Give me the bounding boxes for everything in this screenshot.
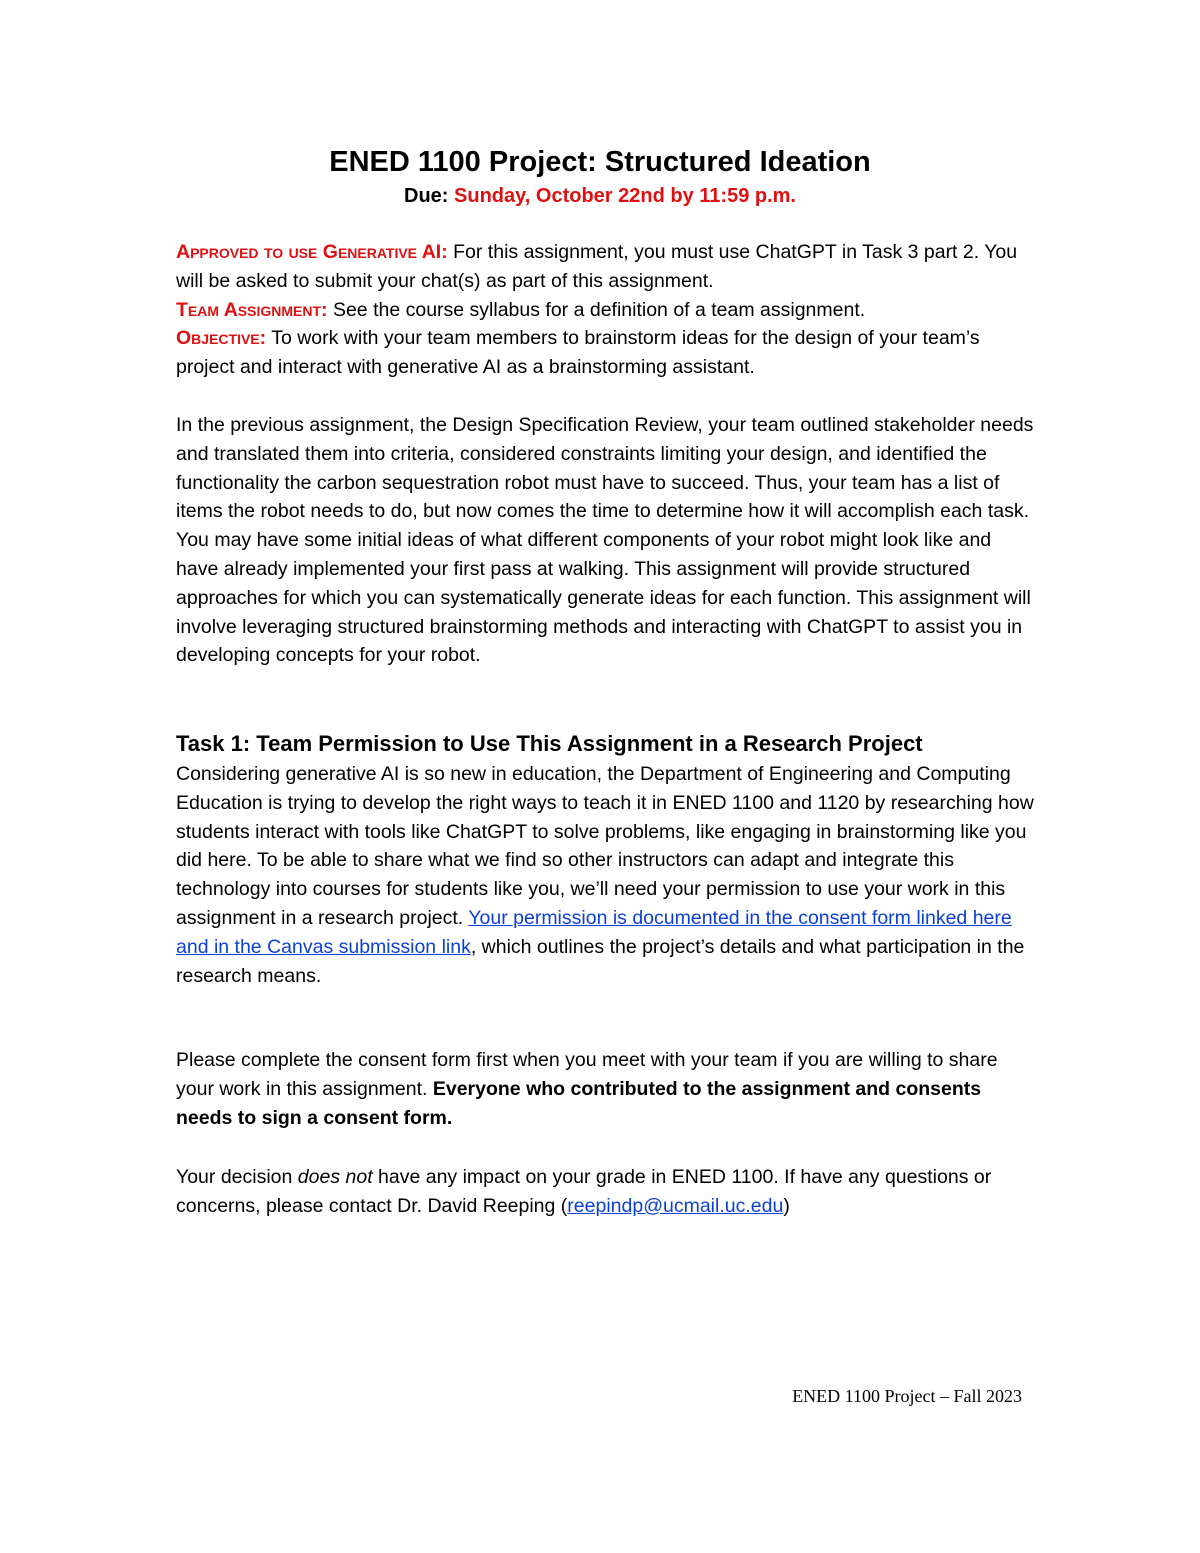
task1-p3-close: ) [783, 1194, 790, 1217]
task1-body [176, 760, 1036, 990]
page-title: ENED 1100 Project: Structured Ideation [329, 146, 871, 178]
overview-section [176, 411, 1036, 670]
due-value: Sunday, October 22nd by 11:59 p.m. [454, 185, 796, 207]
consent-form-link[interactable]: Your permission is documented in the consent form linked here and in the Canvas submission link [176, 906, 1012, 958]
objective [176, 324, 1036, 382]
ai-policy [176, 238, 1036, 296]
task1-paragraph-3 [176, 1163, 1036, 1221]
task1-p2-bold: Everyone who contributed to the assignment and consents needs to sign a consent form. [176, 1077, 982, 1129]
ai-policy-text: For this assignment, you must use ChatGPT in Task 3 part 2. You will be asked to submit your chat(s) as part of this assignment. [176, 241, 1018, 292]
task1-p3-before: Your decision [176, 1166, 293, 1188]
task1-consent-section [176, 1046, 1036, 1132]
task1-p1-text: Considering generative AI is so new in education, the Department of Engineering and Computing Education is trying to develop the right ways to teach it in ENED 1100 and 1120 by researching how students interact with tools like ChatGPT to solve problems, like engaging in brainstorming like you did here. To be able to share what we find so other instructors can adapt and integrate this technology into courses for students like you, we’ll need your permission to use your work in this assignment in a research project. [176, 763, 1034, 929]
team-assignment [176, 296, 1036, 325]
task1-p3-italic: does not [297, 1166, 373, 1188]
assignment-intro [176, 238, 1036, 382]
contact-email-link[interactable]: reepindp@ucmail.uc.edu [567, 1194, 784, 1217]
task1-paragraph-2 [176, 1046, 1036, 1132]
ai-policy-label: Approved to use Generative AI: [176, 241, 448, 263]
task1-p3-after: have any impact on your grade in ENED 1100. If have any questions or concerns, please contact Dr. David Reeping ( [176, 1166, 992, 1217]
task1-paragraph-1 [176, 760, 1036, 990]
team-assignment-label: Team Assignment: [176, 298, 328, 321]
task1-p2-text: Please complete the consent form first when you meet with your team if you are willing to share your work in this assignment. [176, 1049, 998, 1100]
objective-label: Objective: [176, 327, 267, 350]
objective-text: To work with your team members to brainstorm ideas for the design of your team’s project and interact with generative AI as a brainstorming assistant. [176, 327, 980, 379]
page-footer: ENED 1100 Project – Fall 2023 [792, 1386, 1022, 1406]
task1-p1-after: , which outlines the project’s details and what participation in the research means. [176, 935, 1025, 987]
team-assignment-text: See the course syllabus for a definition of a team assignment. [332, 298, 866, 321]
task1-heading: Task 1: Team Permission to Use This Assignment in a Research Project [176, 731, 923, 756]
due-label: Due: [404, 185, 449, 207]
overview-paragraph: In the previous assignment, the Design Specification Review, your team outlined stakeholder needs and translated them into criteria, considered constraints limiting your design, and identified the functionality the carbon sequestration robot must have to succeed. Thus, your team has a list of items the robot needs to do, but now comes the time to determine how it will accomplish each task. You may have some initial ideas of what different components of your robot might look like and have already implemented your first pass at walking. This assignment will provide structured approaches for which you can systematically generate ideas for each function. This assignment will involve leveraging structured brainstorming methods and interacting with ChatGPT to assist you in developing concepts for your robot. [176, 414, 1034, 667]
task1-contact-section [176, 1163, 1036, 1221]
due-date [0, 182, 1200, 210]
